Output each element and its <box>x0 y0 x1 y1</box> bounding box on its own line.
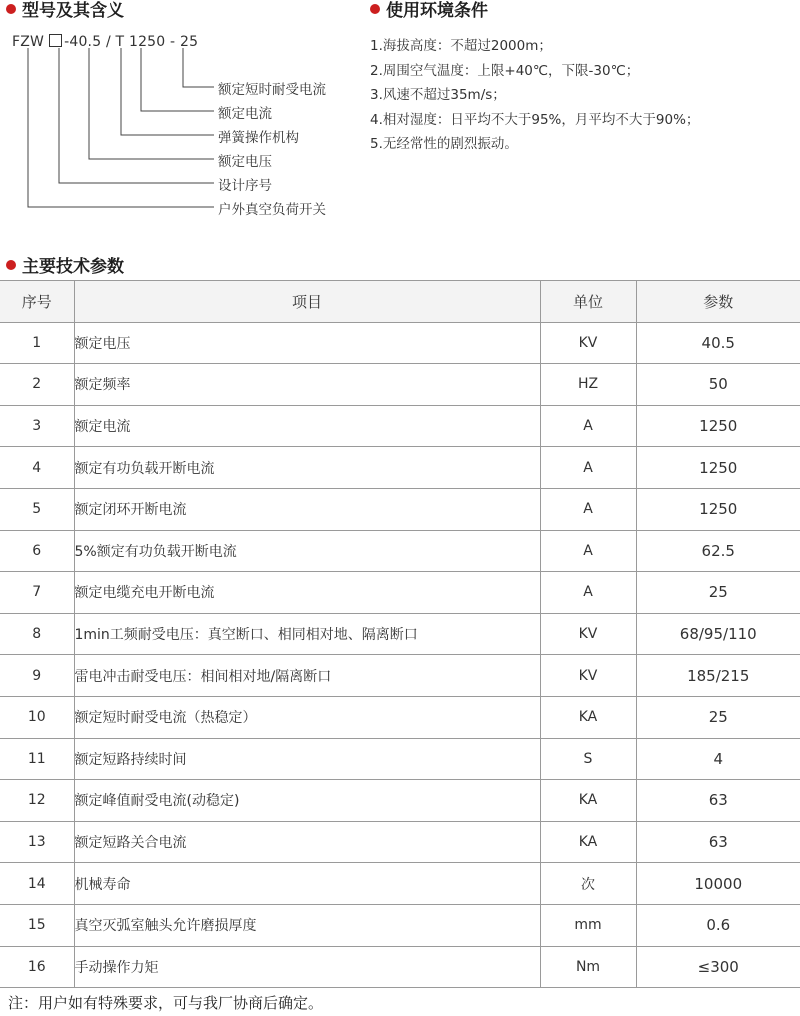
row-no: 5 <box>0 488 74 530</box>
row-item: 额定频率 <box>74 364 540 406</box>
empty-box-icon <box>49 34 62 47</box>
row-unit: A <box>540 447 636 489</box>
table-row <box>0 530 800 572</box>
row-no: 9 <box>0 655 74 697</box>
header-unit: 单位 <box>540 281 636 323</box>
row-item: 1min工频耐受电压：真空断口、相同相对地、隔离断口 <box>74 613 540 655</box>
table-row <box>0 946 800 988</box>
model-code-current: 1250 <box>128 34 166 50</box>
row-value: 0.6 <box>636 904 800 946</box>
row-no: 13 <box>0 821 74 863</box>
env-condition-item: 4.相对湿度：日平均不大于95%，月平均不大于90%； <box>370 111 700 128</box>
env-conditions-list <box>370 34 699 157</box>
row-item: 5%额定有功负载开断电流 <box>74 530 540 572</box>
row-no: 11 <box>0 738 74 780</box>
table-row <box>0 696 800 738</box>
row-item: 真空灭弧室触头允许磨损厚度 <box>74 904 540 946</box>
legend-item: 户外真空负荷开关 <box>218 202 326 218</box>
model-code <box>12 34 198 50</box>
env-condition-item: 1.海拔高度：不超过2000m； <box>370 38 552 54</box>
row-unit: KV <box>540 655 636 697</box>
table-row <box>0 572 800 614</box>
row-value: 25 <box>636 696 800 738</box>
row-item: 额定电缆充电开断电流 <box>74 572 540 614</box>
row-no: 4 <box>0 447 74 489</box>
header-no: 序号 <box>0 281 74 323</box>
table-row <box>0 863 800 905</box>
row-value: 1250 <box>636 488 800 530</box>
row-no: 7 <box>0 572 74 614</box>
row-unit: mm <box>540 904 636 946</box>
env-condition-item: 5.无经常性的剧烈振动。 <box>370 136 518 152</box>
env-condition-item: 2.周围空气温度：上限+40℃，下限-30℃； <box>370 62 640 79</box>
row-item: 雷电冲击耐受电压：相间相对地/隔离断口 <box>74 655 540 697</box>
row-item: 额定闭环开断电流 <box>74 488 540 530</box>
row-unit: A <box>540 530 636 572</box>
row-item: 机械寿命 <box>74 863 540 905</box>
row-unit: Nm <box>540 946 636 988</box>
model-code-mechanism: T <box>115 34 125 50</box>
row-value: 1250 <box>636 405 800 447</box>
row-unit: S <box>540 738 636 780</box>
model-code-voltage: -40.5 <box>64 34 102 50</box>
red-bullet-icon <box>6 260 16 270</box>
model-section-title: 型号及其含义 <box>6 0 124 21</box>
row-item: 额定峰值耐受电流(动稳定) <box>74 780 540 822</box>
row-unit: KA <box>540 780 636 822</box>
row-value: 63 <box>636 821 800 863</box>
row-no: 14 <box>0 863 74 905</box>
model-diagram <box>0 0 360 230</box>
row-value: ≤300 <box>636 946 800 988</box>
row-item: 额定短路关合电流 <box>74 821 540 863</box>
table-row <box>0 447 800 489</box>
legend-item: 额定电压 <box>218 154 272 170</box>
header-item: 项目 <box>74 281 540 323</box>
legend-item: 额定电流 <box>218 106 272 122</box>
row-unit: HZ <box>540 364 636 406</box>
table-row <box>0 322 800 364</box>
row-no: 10 <box>0 696 74 738</box>
table-row <box>0 780 800 822</box>
row-no: 6 <box>0 530 74 572</box>
model-code-dash: - <box>165 34 180 50</box>
table-row <box>0 821 800 863</box>
params-table-body <box>0 322 800 988</box>
model-code-slash: / <box>101 34 116 50</box>
table-row <box>0 738 800 780</box>
row-item: 额定电流 <box>74 405 540 447</box>
row-value: 50 <box>636 364 800 406</box>
row-value: 4 <box>636 738 800 780</box>
row-no: 8 <box>0 613 74 655</box>
row-value: 40.5 <box>636 322 800 364</box>
model-code-short-time: 25 <box>179 34 199 50</box>
table-row <box>0 655 800 697</box>
row-no: 16 <box>0 946 74 988</box>
header-value: 参数 <box>636 281 800 323</box>
row-unit: A <box>540 488 636 530</box>
row-value: 68/95/110 <box>636 613 800 655</box>
table-row <box>0 488 800 530</box>
row-unit: A <box>540 405 636 447</box>
row-unit: KA <box>540 696 636 738</box>
legend-item: 弹簧操作机构 <box>218 130 299 146</box>
legend-item: 额定短时耐受电流 <box>218 82 326 98</box>
red-bullet-icon <box>370 4 380 14</box>
row-no: 2 <box>0 364 74 406</box>
row-value: 10000 <box>636 863 800 905</box>
row-value: 62.5 <box>636 530 800 572</box>
row-unit: KV <box>540 322 636 364</box>
row-unit: 次 <box>540 863 636 905</box>
row-value: 25 <box>636 572 800 614</box>
table-row <box>0 904 800 946</box>
model-code-prefix: FZW <box>12 34 45 50</box>
row-value: 1250 <box>636 447 800 489</box>
row-no: 12 <box>0 780 74 822</box>
params-section-title: 主要技术参数 <box>6 252 124 277</box>
table-header-row <box>0 281 800 323</box>
row-item: 额定短时耐受电流（热稳定） <box>74 696 540 738</box>
params-table <box>0 280 800 988</box>
row-item: 额定电压 <box>74 322 540 364</box>
row-item: 额定短路持续时间 <box>74 738 540 780</box>
row-unit: A <box>540 572 636 614</box>
legend-item: 设计序号 <box>218 178 272 194</box>
row-value: 185/215 <box>636 655 800 697</box>
table-row <box>0 613 800 655</box>
row-no: 1 <box>0 322 74 364</box>
row-unit: KV <box>540 613 636 655</box>
row-item: 额定有功负载开断电流 <box>74 447 540 489</box>
env-condition-item: 3.风速不超过35m/s； <box>370 87 506 103</box>
env-section-title: 使用环境条件 <box>370 0 488 21</box>
footer-note: 注：用户如有特殊要求，可与我厂协商后确定。 <box>8 994 324 1012</box>
row-no: 3 <box>0 405 74 447</box>
row-item: 手动操作力矩 <box>74 946 540 988</box>
row-value: 63 <box>636 780 800 822</box>
table-row <box>0 364 800 406</box>
table-row <box>0 405 800 447</box>
row-no: 15 <box>0 904 74 946</box>
row-unit: KA <box>540 821 636 863</box>
